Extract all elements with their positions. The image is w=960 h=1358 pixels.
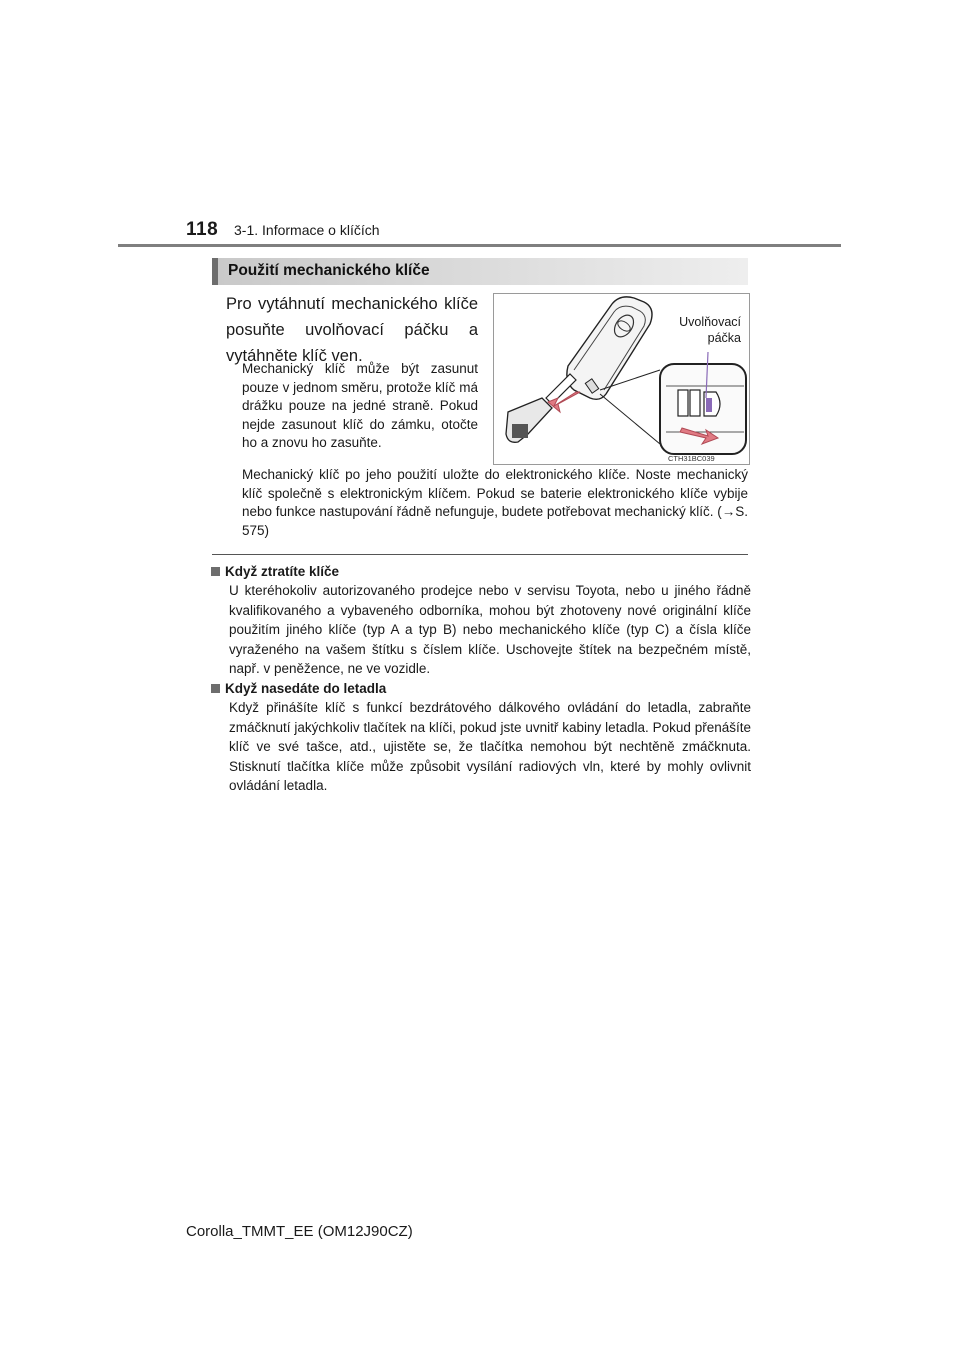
- subsection-body: U kteréhokoliv autorizovaného prodejce nebo v servisu Toyota, nebo u jiného řádně kvalifikovaného a vybaveného odborníka, mohou být zhotoveny nové originální klíče použitím jiného klíče (typ A a typ B) nebo mechanického klíče (typ C) a čísla klíče vyraženého na vašem štítku s číslem klíče. Uschovejte štítek na bezpečném místě, např. v peněžence, ne ve vozidle.: [229, 583, 751, 676]
- breadcrumb: 3-1. Informace o klíčích: [234, 222, 380, 238]
- key-insertion-note: Mechanický klíč může být zasunut pouze v jednom směru, protože klíč má drážku pouze na jedné straně. Pokud nejde zasunout klíč do zámku, otočte ho a znovu ho zasuňte.: [242, 361, 478, 450]
- header-divider: [118, 244, 841, 247]
- figure-code: CTH31BC039: [668, 454, 715, 463]
- subsection-lost-keys: [211, 563, 751, 679]
- section-heading: [212, 258, 748, 285]
- footer-doc-id: Corolla_TMMT_EE (OM12J90CZ): [186, 1223, 413, 1240]
- intro-paragraph: Pro vytáhnutí mechanického klíče posuňte uvolňovací páčku a vytáhněte klíč ven.: [226, 295, 478, 365]
- key-storage-note: Mechanický klíč po jeho použití uložte do elektronického klíče. Noste mechanický klíč společně s elektronickým klíčem. Pokud se baterie elektronického klíče vybije nebo funkce nastupování řádně nefunguje, budete potřebovat mechanický klíč. (→S. 575): [242, 467, 748, 538]
- subsection-airplane: [211, 680, 751, 796]
- release-lever-label: Uvolňovací páčka: [679, 315, 741, 345]
- subsection-body: Když přinášíte klíč s funkcí bezdrátového dálkového ovládání do letadla, zabraňte zmáčknutí jakýchkoliv tlačítek na klíči, pokud jste uvnitř kabiny letadla. Pokud přenášíte klíč ve své tašce, atd., ujistěte se, že tlačítka nemohou být nechtěně zmáčknuta. Stisknutí tlačítka klíče může způsobit vysílání radiových vln, které by mohly ovlivnit ovládání letadla.: [229, 700, 751, 793]
- subsection-title: Když nasedáte do letadla: [225, 681, 387, 696]
- key-illustration: [493, 293, 750, 465]
- section-divider: [212, 554, 748, 555]
- page-number: 118: [186, 219, 219, 240]
- subsection-title: Když ztratíte klíče: [225, 564, 340, 579]
- page-reference[interactable]: S. 575): [242, 504, 748, 538]
- section-title: Použití mechanického klíče: [228, 262, 430, 279]
- arrow-icon: →: [721, 504, 736, 519]
- square-bullet-icon: [211, 567, 220, 576]
- square-bullet-icon: [211, 684, 220, 693]
